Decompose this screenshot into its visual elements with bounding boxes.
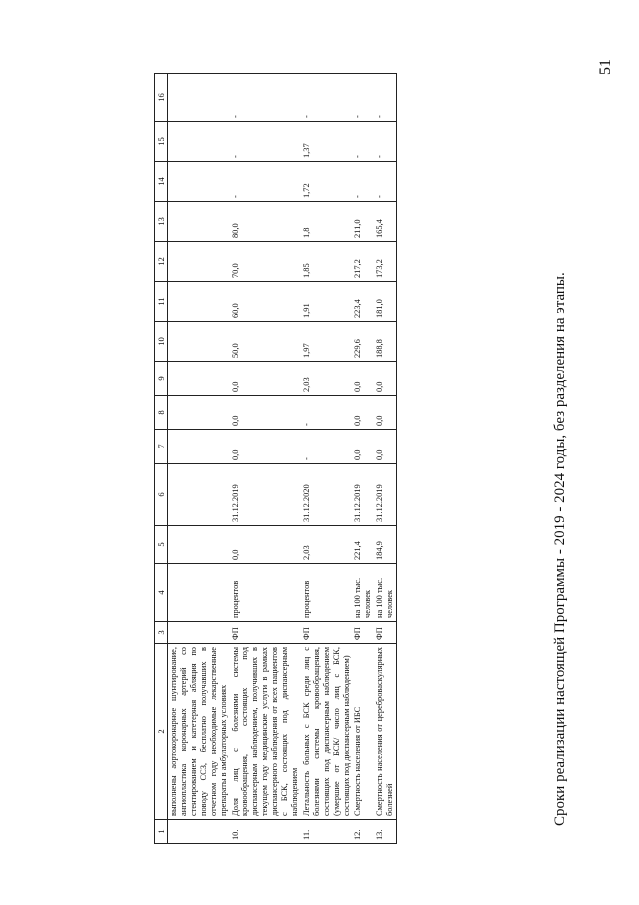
header-cell: 4: [155, 564, 168, 622]
header-cell: 9: [155, 362, 168, 396]
table-cell-v11: 60,0: [230, 282, 301, 322]
table-cell-v11: [168, 282, 230, 322]
table-cell-v7: -: [301, 430, 353, 464]
table-cell-name: Смертность населения от цереброваскулярных болезней: [374, 644, 396, 820]
table-cell-src: ФП: [301, 622, 353, 644]
table-cell-v14: [168, 162, 230, 202]
header-cell: 14: [155, 162, 168, 202]
table-cell-v12: 217,2: [352, 242, 374, 282]
table-cell-v8: 0,0: [352, 396, 374, 430]
table-cell-date: 31.12.2019: [374, 464, 396, 526]
table-cell-v12: 173,2: [374, 242, 396, 282]
table-cell-v16: -: [301, 74, 353, 122]
header-cell: 10: [155, 322, 168, 362]
table-cell-v9: 0,0: [374, 362, 396, 396]
program-term-note: Сроки реализации настоящей Программы - 2019 - 2024 годы, без разделения на этапы.: [552, 272, 568, 826]
header-cell: 15: [155, 122, 168, 162]
table-cell-base: 2,03: [301, 526, 353, 564]
table-row: [352, 74, 374, 844]
table-cell-v11: 1,91: [301, 282, 353, 322]
table-cell-v14: -: [352, 162, 374, 202]
table-row: [230, 74, 301, 844]
table-cell-v14: 1,72: [301, 162, 353, 202]
table-cell-v15: -: [352, 122, 374, 162]
table-cell-num: 13.: [374, 820, 396, 844]
table-cell-v7: 0,0: [230, 430, 301, 464]
table-cell-v15: 1,37: [301, 122, 353, 162]
table-cell-num: 10.: [230, 820, 301, 844]
table-cell-date: 31.12.2019: [352, 464, 374, 526]
header-cell: 11: [155, 282, 168, 322]
header-cell: 5: [155, 526, 168, 564]
table-cell-v8: -: [301, 396, 353, 430]
table-cell-base: 184,9: [374, 526, 396, 564]
table-cell-date: 31.12.2019: [230, 464, 301, 526]
table-cell-name: Летальность больных с БСК среди лиц с болезнями системы кровообращения, состоящих под диспансерным наблюдением (умершие от БСК/ число лиц с БСК, состоящих под диспансерным наблюдением): [301, 644, 353, 820]
table-cell-v9: 0,0: [230, 362, 301, 396]
table-cell-v10: 50,0: [230, 322, 301, 362]
table-cell-v16: -: [374, 74, 396, 122]
table-cell-v13: 1,8: [301, 202, 353, 242]
indicators-table: [154, 73, 397, 844]
header-cell: 2: [155, 644, 168, 820]
table-cell-src: ФП: [374, 622, 396, 644]
table-cell-v9: 0,0: [352, 362, 374, 396]
header-row: [155, 74, 168, 844]
header-cell: 3: [155, 622, 168, 644]
table-cell-unit: процентов: [230, 564, 301, 622]
table-cell-v7: [168, 430, 230, 464]
table-row: [168, 74, 230, 844]
table-cell-v8: 0,0: [230, 396, 301, 430]
table-cell-name: Смертность населения от ИБС: [352, 644, 374, 820]
header-cell: 16: [155, 74, 168, 122]
table-cell-base: [168, 526, 230, 564]
header-cell: 12: [155, 242, 168, 282]
table-cell-v14: -: [374, 162, 396, 202]
table-cell-v13: 80,0: [230, 202, 301, 242]
table-cell-num: [168, 820, 230, 844]
page-number: 51: [597, 59, 614, 75]
table-cell-v10: [168, 322, 230, 362]
table-cell-name: Доля лиц с болезнями системы кровообращения, состоящих под диспансерным наблюдением, получивших в текущем году медицинские услуги в рамках диспансерного наблюдения от всех пациентов с БСК, состоящих под диспансерным наблюдением: [230, 644, 301, 820]
table-cell-v7: 0,0: [352, 430, 374, 464]
header-cell: 8: [155, 396, 168, 430]
table-cell-v15: -: [230, 122, 301, 162]
table-cell-v11: 181,0: [374, 282, 396, 322]
header-cell: 7: [155, 430, 168, 464]
table-cell-v12: 1,85: [301, 242, 353, 282]
table-cell-v9: 2,03: [301, 362, 353, 396]
table-cell-v10: 188,8: [374, 322, 396, 362]
table-cell-name: выполнены аортокоронарное шунтирование, ангиопластика коронарных артерий со стентированием и катетерная абляция по поводу ССЗ, бесплатно получавших в отчетном году необходимые лекарственные препараты в амбулаторных условиях: [168, 644, 230, 820]
table-cell-v14: -: [230, 162, 301, 202]
table-cell-src: ФП: [352, 622, 374, 644]
table-cell-v8: 0,0: [374, 396, 396, 430]
table-cell-src: ФП: [230, 622, 301, 644]
table-cell-v16: -: [230, 74, 301, 122]
table-cell-v12: 70,0: [230, 242, 301, 282]
table-cell-v10: 229,6: [352, 322, 374, 362]
table-cell-v15: -: [374, 122, 396, 162]
table-cell-v12: [168, 242, 230, 282]
table-cell-unit: процентов: [301, 564, 353, 622]
header-cell: 13: [155, 202, 168, 242]
table-cell-v16: -: [352, 74, 374, 122]
table-cell-unit: на 100 тыс. человек: [374, 564, 396, 622]
table-row: [374, 74, 396, 844]
table-cell-date: 31.12.2020: [301, 464, 353, 526]
table-cell-unit: на 100 тыс. человек: [352, 564, 374, 622]
header-cell: 6: [155, 464, 168, 526]
table-cell-v9: [168, 362, 230, 396]
table-cell-v15: [168, 122, 230, 162]
table-cell-num: 11.: [301, 820, 353, 844]
table-cell-base: 221,4: [352, 526, 374, 564]
table-cell-date: [168, 464, 230, 526]
header-cell: 1: [155, 820, 168, 844]
table-cell-unit: [168, 564, 230, 622]
table-row: [301, 74, 353, 844]
table-cell-base: 0,0: [230, 526, 301, 564]
table-cell-v8: [168, 396, 230, 430]
table-cell-v10: 1,97: [301, 322, 353, 362]
table-cell-v7: 0,0: [374, 430, 396, 464]
table-cell-src: [168, 622, 230, 644]
table-cell-v13: 165,4: [374, 202, 396, 242]
table-cell-v11: 223,4: [352, 282, 374, 322]
table-cell-v13: [168, 202, 230, 242]
table-cell-v13: 211,0: [352, 202, 374, 242]
table-cell-num: 12.: [352, 820, 374, 844]
rotated-page-content: [144, 76, 584, 856]
table-cell-v16: [168, 74, 230, 122]
